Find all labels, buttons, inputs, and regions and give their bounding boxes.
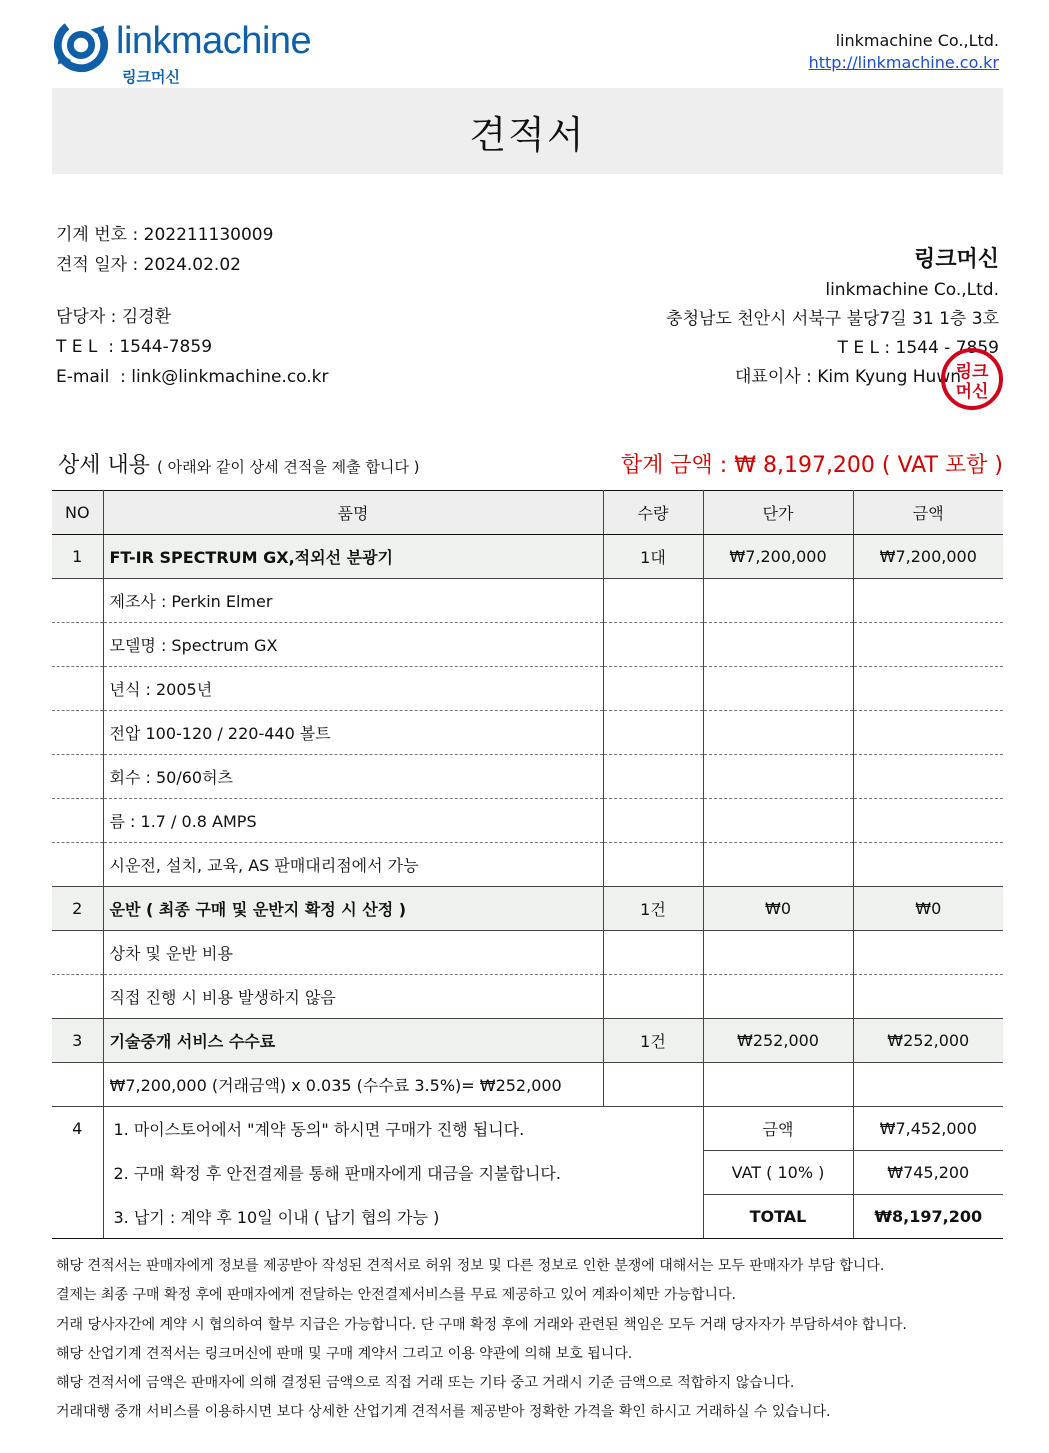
item-note: 3. 납기 : 계약 후 10일 이내 ( 납기 협의 가능 ) [103, 1195, 703, 1239]
item-detail: 상차 및 운반 비용 [103, 931, 603, 975]
item-qty: 1건 [603, 887, 703, 931]
company-seal-icon [939, 346, 1005, 412]
item-unit-price: ₩7,200,000 [703, 535, 853, 579]
item-detail: 직접 진행 시 비용 발생하지 않음 [103, 975, 603, 1019]
col-header-amount: 금액 [853, 491, 1003, 535]
item-detail: 모델명 : Spectrum GX [103, 623, 603, 667]
quote-items-table [52, 490, 1003, 1239]
table-row-detail [52, 755, 1003, 799]
col-header-no: NO [52, 491, 103, 535]
item-amount: ₩252,000 [853, 1019, 1003, 1063]
item-detail: 름 : 1.7 / 0.8 AMPS [103, 799, 603, 843]
logo-wordmark: linkmachine [116, 20, 312, 62]
item-name: FT-IR SPECTRUM GX,적외선 분광기 [103, 535, 603, 579]
table-row-detail [52, 931, 1003, 975]
table-row-detail [52, 799, 1003, 843]
manager-email: E-mail : link@linkmachine.co.kr [56, 367, 329, 387]
table-row-detail [52, 667, 1003, 711]
company-name-en: linkmachine Co.,Ltd. [835, 31, 999, 50]
document-title-band [52, 88, 1003, 174]
item-amount: ₩7,200,000 [853, 535, 1003, 579]
company-url-link[interactable]: http://linkmachine.co.kr [808, 53, 999, 72]
detail-title: 상세 내용 [58, 453, 151, 478]
machine-number: 기계 번호 : 202211130009 [56, 225, 274, 245]
col-header-qty: 수량 [603, 491, 703, 535]
total-value: ₩8,197,200 [853, 1195, 1003, 1239]
col-header-name: 품명 [103, 491, 603, 535]
manager-name: 담당자 : 김경환 [56, 307, 172, 327]
logo-korean-name: 링크머신 [122, 68, 180, 86]
quote-date: 견적 일자 : 2024.02.02 [56, 255, 241, 275]
item-detail: 년식 : 2005년 [103, 667, 603, 711]
detail-heading-row [58, 448, 1003, 482]
table-row-detail [52, 975, 1003, 1019]
table-row-item-4 [52, 1107, 1003, 1151]
footer-note: 거래대행 중개 서비스를 이용하시면 보다 상세한 산업기계 견적서를 제공받아 정확한 가격을 확인 하시고 거래하실 수 있습니다. [56, 1404, 831, 1421]
footer-note: 결제는 최종 구매 확정 후에 판매자에게 전달하는 안전결제서비스를 무료 제공하고 있어 계좌이체만 가능합니다. [56, 1287, 736, 1304]
item-no: 4 [52, 1107, 103, 1151]
footer-note: 해당 견적서에 금액은 판매자에 의해 결정된 금액으로 직접 거래 또는 기타 중고 거래시 기준 금액으로 적합하지 않습니다. [56, 1375, 795, 1392]
item-note: 2. 구매 확정 후 안전결제를 통해 판매자에게 대금을 지불합니다. [103, 1151, 703, 1195]
footer-note: 거래 당사자간에 계약 시 협의하여 할부 지급은 가능합니다. 단 구매 확정 후에 거래와 관련된 책임은 모두 거래 당자자가 부담하셔야 합니다. [56, 1316, 907, 1333]
item-amount: ₩0 [853, 887, 1003, 931]
table-row-item-2 [52, 887, 1003, 931]
item-note: 1. 마이스토어에서 "계약 동의" 하시면 구매가 진행 됩니다. [103, 1107, 703, 1151]
total-label: TOTAL [703, 1195, 853, 1239]
footer-note: 해당 산업기계 견적서는 링크머신에 판매 및 구매 계약서 그리고 이용 약관에 의해 보호 됩니다. [56, 1345, 633, 1362]
item-unit-price: ₩252,000 [703, 1019, 853, 1063]
item-unit-price: ₩0 [703, 887, 853, 931]
company-header-info [809, 30, 999, 74]
supplier-ceo: 대표이사 : Kim Kyung Huwn [734, 367, 961, 387]
table-row-detail [52, 843, 1003, 887]
table-row-item-4-note [52, 1195, 1003, 1239]
document-title: 견적서 [469, 112, 586, 157]
supplier-tel: T E L : 1544 - 7859 [837, 338, 999, 358]
supplier-name-en: linkmachine Co.,Ltd. [825, 280, 999, 300]
table-row-detail [52, 623, 1003, 667]
table-header-row [52, 491, 1003, 535]
item-detail: 시운전, 설치, 교육, AS 판매대리점에서 가능 [103, 843, 603, 887]
item-qty: 1대 [603, 535, 703, 579]
col-header-unit-price: 단가 [703, 491, 853, 535]
item-detail: 회수 : 50/60허츠 [103, 755, 603, 799]
item-no: 2 [52, 887, 103, 931]
table-row-detail [52, 711, 1003, 755]
detail-heading [58, 448, 419, 479]
detail-subtitle: ( 아래와 같이 상세 견적을 제출 합니다 ) [157, 458, 420, 476]
seal-text-top: 링크 [955, 362, 989, 382]
table-row-item-3 [52, 1019, 1003, 1063]
subtotal-label: 금액 [703, 1107, 853, 1151]
item-detail: ₩7,200,000 (거래금액) x 0.035 (수수료 3.5%)= ₩252,000 [103, 1063, 603, 1107]
quote-info [56, 220, 329, 392]
item-no: 3 [52, 1019, 103, 1063]
item-no: 1 [52, 535, 103, 579]
footer-notes [56, 1252, 907, 1428]
table-row-item-1 [52, 535, 1003, 579]
vat-value: ₩745,200 [853, 1151, 1003, 1195]
footer-note: 해당 견적서는 판매자에게 정보를 제공받아 작성된 견적서로 허위 정보 및 다른 정보로 인한 분쟁에 대해서는 모두 판매자가 부담 합니다. [56, 1258, 885, 1274]
item-detail: 전압 100-120 / 220-440 볼트 [103, 711, 603, 755]
seal-text-bottom: 머신 [955, 382, 989, 402]
item-qty: 1건 [603, 1019, 703, 1063]
table-row-detail [52, 579, 1003, 623]
company-logo [52, 14, 342, 86]
supplier-name: 링크머신 [913, 247, 999, 272]
table-row-item-4-note [52, 1151, 1003, 1195]
supplier-address: 충청남도 천안시 서북구 불당7길 31 1층 3호 [666, 309, 999, 329]
subtotal-value: ₩7,452,000 [853, 1107, 1003, 1151]
vat-label: VAT ( 10% ) [703, 1151, 853, 1195]
item-name: 운반 ( 최종 구매 및 운반지 확정 시 산정 ) [103, 887, 603, 931]
grand-total-label: 합계 금액 : ₩ 8,197,200 ( VAT 포함 ) [620, 453, 1003, 478]
linkmachine-logo-icon [52, 16, 110, 74]
manager-tel: T E L : 1544-7859 [56, 337, 213, 357]
table-row-detail [52, 1063, 1003, 1107]
item-detail: 제조사 : Perkin Elmer [103, 579, 603, 623]
item-name: 기술중개 서비스 수수료 [103, 1019, 603, 1063]
